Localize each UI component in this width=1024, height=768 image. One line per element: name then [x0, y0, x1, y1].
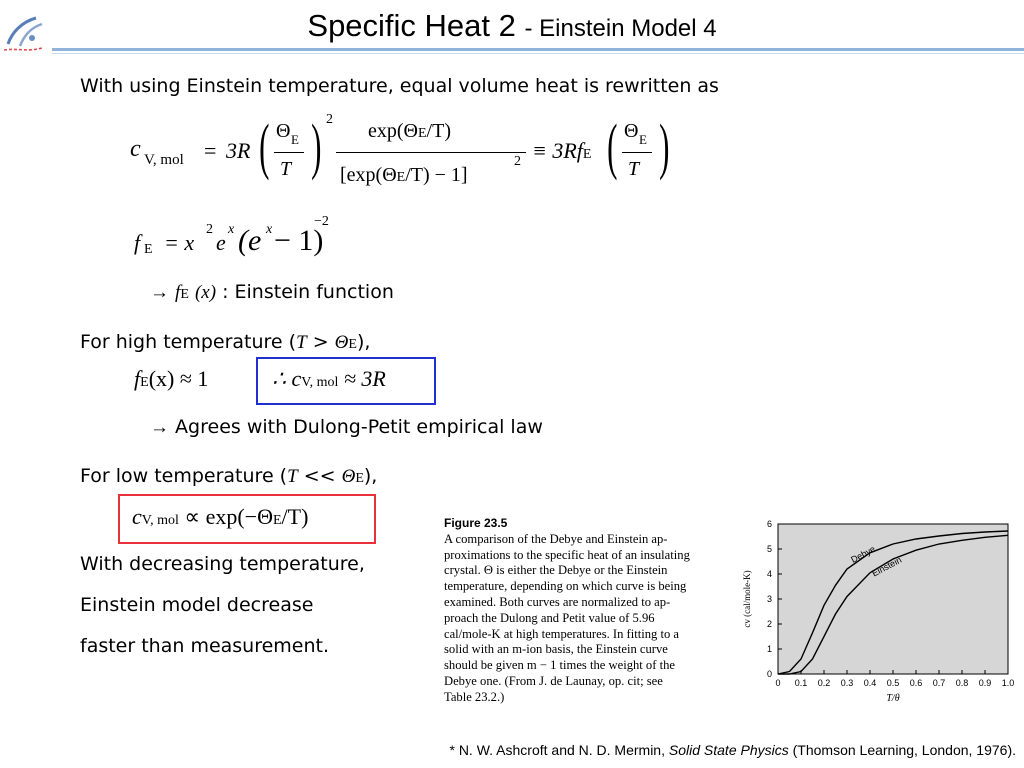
x-axis-label: T/θ — [886, 693, 900, 704]
footnote: * N. W. Ashcroft and N. D. Mermin, Solid State Physics (Thomson Learning, London, 1976). — [449, 742, 1016, 758]
dulong-petit-note: → Agrees with Dulong-Petit empirical law — [150, 416, 543, 438]
page-title: Specific Heat 2 - Einstein Model 4 — [307, 8, 717, 43]
x-tick-label: 0 — [775, 678, 781, 688]
y-tick-label: 5 — [766, 544, 772, 554]
title-rule — [52, 48, 1024, 51]
x-tick-label: 1.0 — [1001, 678, 1015, 688]
y-tick-label: 0 — [766, 669, 772, 679]
cv-low-limit: cV, mol ∝ exp(−ΘE/T) — [132, 504, 309, 529]
y-tick-label: 3 — [766, 594, 772, 604]
x-tick-label: 0.6 — [909, 678, 923, 688]
series-label-einstein: Einstein — [870, 554, 904, 579]
conclusion-line-2: Einstein model decrease — [80, 594, 314, 616]
figure-caption: Figure 23.5 A comparison of the Debye and Einstein ap- proximations to the specific heat of an insulating crystal. Θ is either the Debye or the Einstein temperature, depending on which curve is being examined. Both curves are normalized to ap- proach the Dulong and Petit value of 5.96 cal/mole-K at high temperatures. In fitting to a solid with an m-ion basis, the Einstein curve should be given m − 1 times the weight of the Debye one. (From J. de Launay, op. cit; see Table 23.2.) — [444, 516, 726, 706]
series-label-debye: Debye — [849, 543, 877, 565]
x-tick-label: 0.8 — [955, 678, 969, 688]
x-tick-label: 0.3 — [840, 678, 854, 688]
figure-label: Figure 23.5 — [444, 516, 508, 530]
conclusion-line-1: With decreasing temperature, — [80, 553, 365, 575]
fe-high-limit: fE(x) ≈ 1 — [134, 366, 209, 391]
einstein-function-note: → fE (x) : Einstein function — [150, 281, 394, 303]
y-tick-label: 2 — [766, 619, 772, 629]
y-tick-label: 1 — [766, 644, 772, 654]
cv-equation: c V, mol = 3R ( Θ E T ) 2 exp(ΘE/T) [exp(ΘE/T) − 1] 2 ≡ 3RfE ( Θ E T ) — [130, 112, 670, 186]
x-tick-label: 0.4 — [863, 678, 877, 688]
figure-23-5 — [418, 510, 1020, 724]
fe-equation: f E = x 2 e x (e x − 1) −2 — [134, 214, 329, 257]
specific-heat-chart — [738, 510, 1020, 706]
low-temp-heading: For low temperature (T << ΘE), — [80, 465, 378, 487]
x-tick-label: 0.5 — [886, 678, 900, 688]
cv-high-limit: ∴ cV, mol ≈ 3R — [272, 366, 386, 391]
x-tick-label: 0.7 — [932, 678, 946, 688]
plot-area — [778, 524, 1008, 674]
high-temp-heading: For high temperature (T > ΘE), — [80, 331, 371, 353]
y-tick-label: 6 — [766, 519, 772, 529]
x-tick-label: 0.1 — [794, 678, 808, 688]
y-axis-label: cv (cal/mole-K) — [742, 570, 752, 628]
x-tick-label: 0.2 — [817, 678, 831, 688]
y-tick-label: 4 — [766, 569, 772, 579]
conclusion-line-3: faster than measurement. — [80, 635, 330, 657]
intro-text: With using Einstein temperature, equal volume heat is rewritten as — [80, 75, 719, 97]
x-tick-label: 0.9 — [978, 678, 992, 688]
title-rule-thin — [52, 53, 1024, 54]
